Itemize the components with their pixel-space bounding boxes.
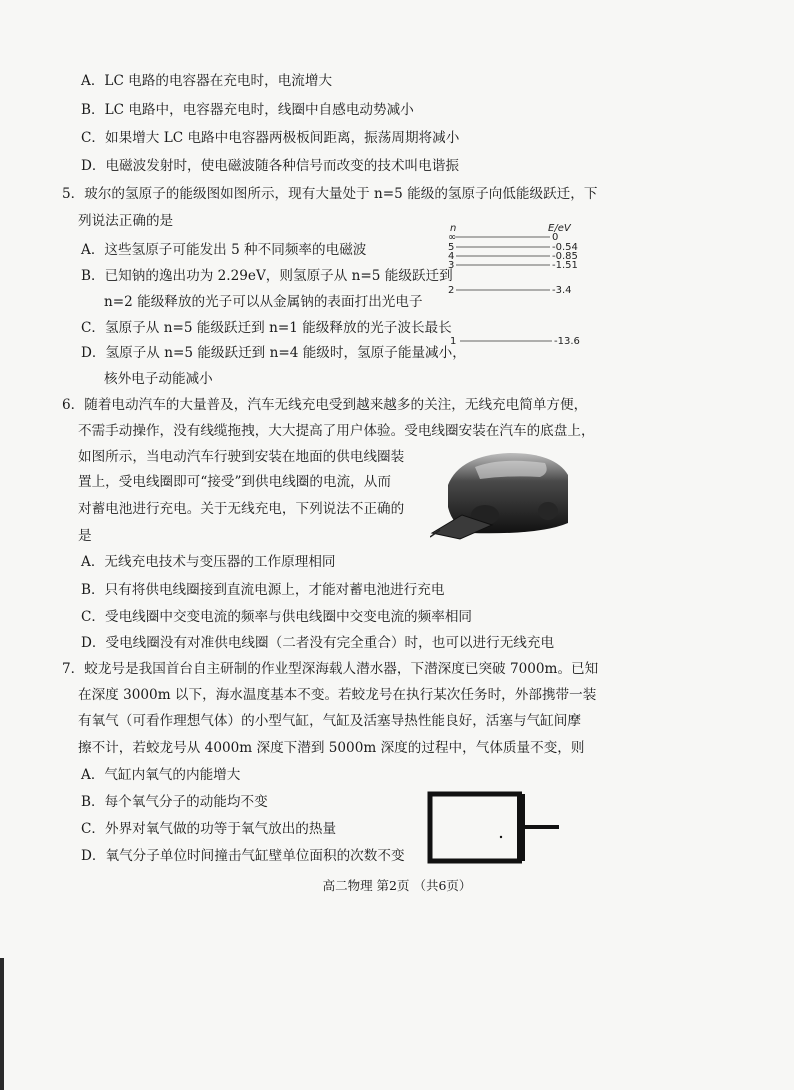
level-n-2: 2 [448,285,455,296]
level-n-3: 3 [448,260,455,271]
diagram-e-label: E/eV [548,223,571,234]
q5-option-c: C．氢原子从 n=5 能级跃迁到 n=1 能级释放的光子波长最长 [81,320,452,336]
level-e-4: -0.85 [552,251,578,262]
q4-option-c: C．如果增大 LC 电路中电容器两极板间距离，振荡周期将减小 [81,130,460,146]
q5-stem-line1: 5．玻尔的氢原子的能级图如图所示，现有大量处于 n=5 能级的氢原子向低能级跃迁，下 [62,186,598,202]
q5-option-d-line1: D．氢原子从 n=5 能级跃迁到 n=4 能级时，氢原子能量减小， [81,345,466,361]
q7-stem-line4: 擦不计，若蛟龙号从 4000m 深度下潜到 5000m 深度的过程中，气体质量不变，则 [78,740,585,756]
q7-option-b: B．每个氧气分子的动能均不变 [81,794,268,810]
q5-option-a: A．这些氢原子可能发出 5 种不同频率的电磁波 [81,242,367,258]
page-footer: 高二物理 第2页 （共6页） [322,878,472,893]
scan-edge [0,958,4,1090]
q7-stem-line1: 7．蛟龙号是我国首台自主研制的作业型深海载人潜水器，下潜深度已突破 7000m。已知 [62,661,599,677]
gas-dot [500,836,502,838]
q7-option-d: D．氧气分子单位时间撞击气缸壁单位面积的次数不变 [81,848,405,864]
energy-level-diagram [440,221,590,351]
q6-option-d: D．受电线圈没有对准供电线圈（二者没有完全重合）时，也可以进行无线充电 [81,635,555,651]
q5-option-d-line2: 核外电子动能减小 [104,371,213,387]
q6-stem-line2: 不需手动操作，没有线缆拖拽，大大提高了用户体验。受电线圈安装在汽车的底盘上， [78,423,595,439]
q7-option-c: C．外界对氧气做的功等于氧气放出的热量 [81,821,337,837]
q7-stem-line2: 在深度 3000m 以下，海水温度基本不变。若蛟龙号在执行某次任务时，外部携带一装 [78,687,597,703]
gas-cylinder-diagram [426,790,561,865]
q4-option-b: B．LC 电路中，电容器充电时，线圈中自感电动势减小 [81,102,414,118]
level-e-5: -0.54 [552,242,578,253]
q6-stem-line6: 是 [78,528,92,544]
level-e-1: -13.6 [554,336,580,347]
q6-stem-line4: 置上，受电线圈即可“接受”到供电线圈的电流，从而 [78,474,391,490]
cylinder-wall [430,794,522,861]
wireless-charging-car-image [430,445,570,540]
level-e-inf: 0 [552,232,559,243]
diagram-n-label: n [450,223,457,234]
level-e-3: -1.51 [552,260,578,271]
level-n-5: 5 [448,242,455,253]
q5-stem-line2: 列说法正确的是 [78,213,174,229]
q6-option-c: C．受电线圈中交变电流的频率与供电线圈中交变电流的频率相同 [81,609,473,625]
piston [517,794,525,861]
level-n-inf: ∞ [448,232,457,243]
q6-stem-line1: 6．随着电动汽车的大量普及，汽车无线充电受到越来越多的关注，无线充电简单方便， [62,397,588,413]
q6-stem-line5: 对蓄电池进行充电。关于无线充电，下列说法不正确的 [78,501,405,517]
q6-stem-line3: 如图所示，当电动汽车行驶到安装在地面的供电线圈装 [78,449,405,465]
level-n-1: 1 [450,336,457,347]
q6-option-a: A．无线充电技术与变压器的工作原理相同 [81,554,336,570]
q5-option-b-line2: n=2 能级释放的光子可以从金属钠的表面打出光电子 [104,294,423,310]
q4-option-a: A．LC 电路的电容器在充电时，电流增大 [81,73,333,89]
q7-stem-line3: 有氧气（可看作理想气体）的小型气缸，气缸及活塞导热性能良好，活塞与气缸间摩 [78,713,581,729]
level-n-4: 4 [448,251,455,262]
level-e-2: -3.4 [552,285,572,296]
q7-option-a: A．气缸内氧气的内能增大 [81,767,241,783]
q5-option-b-line1: B．已知钠的逸出功为 2.29eV，则氢原子从 n=5 能级跃迁到 [81,268,453,284]
q6-option-b: B．只有将供电线圈接到直流电源上，才能对蓄电池进行充电 [81,582,445,598]
car-wheel-rear [538,502,558,520]
q4-option-d: D．电磁波发射时，使电磁波随各种信号而改变的技术叫电谐振 [81,158,459,174]
